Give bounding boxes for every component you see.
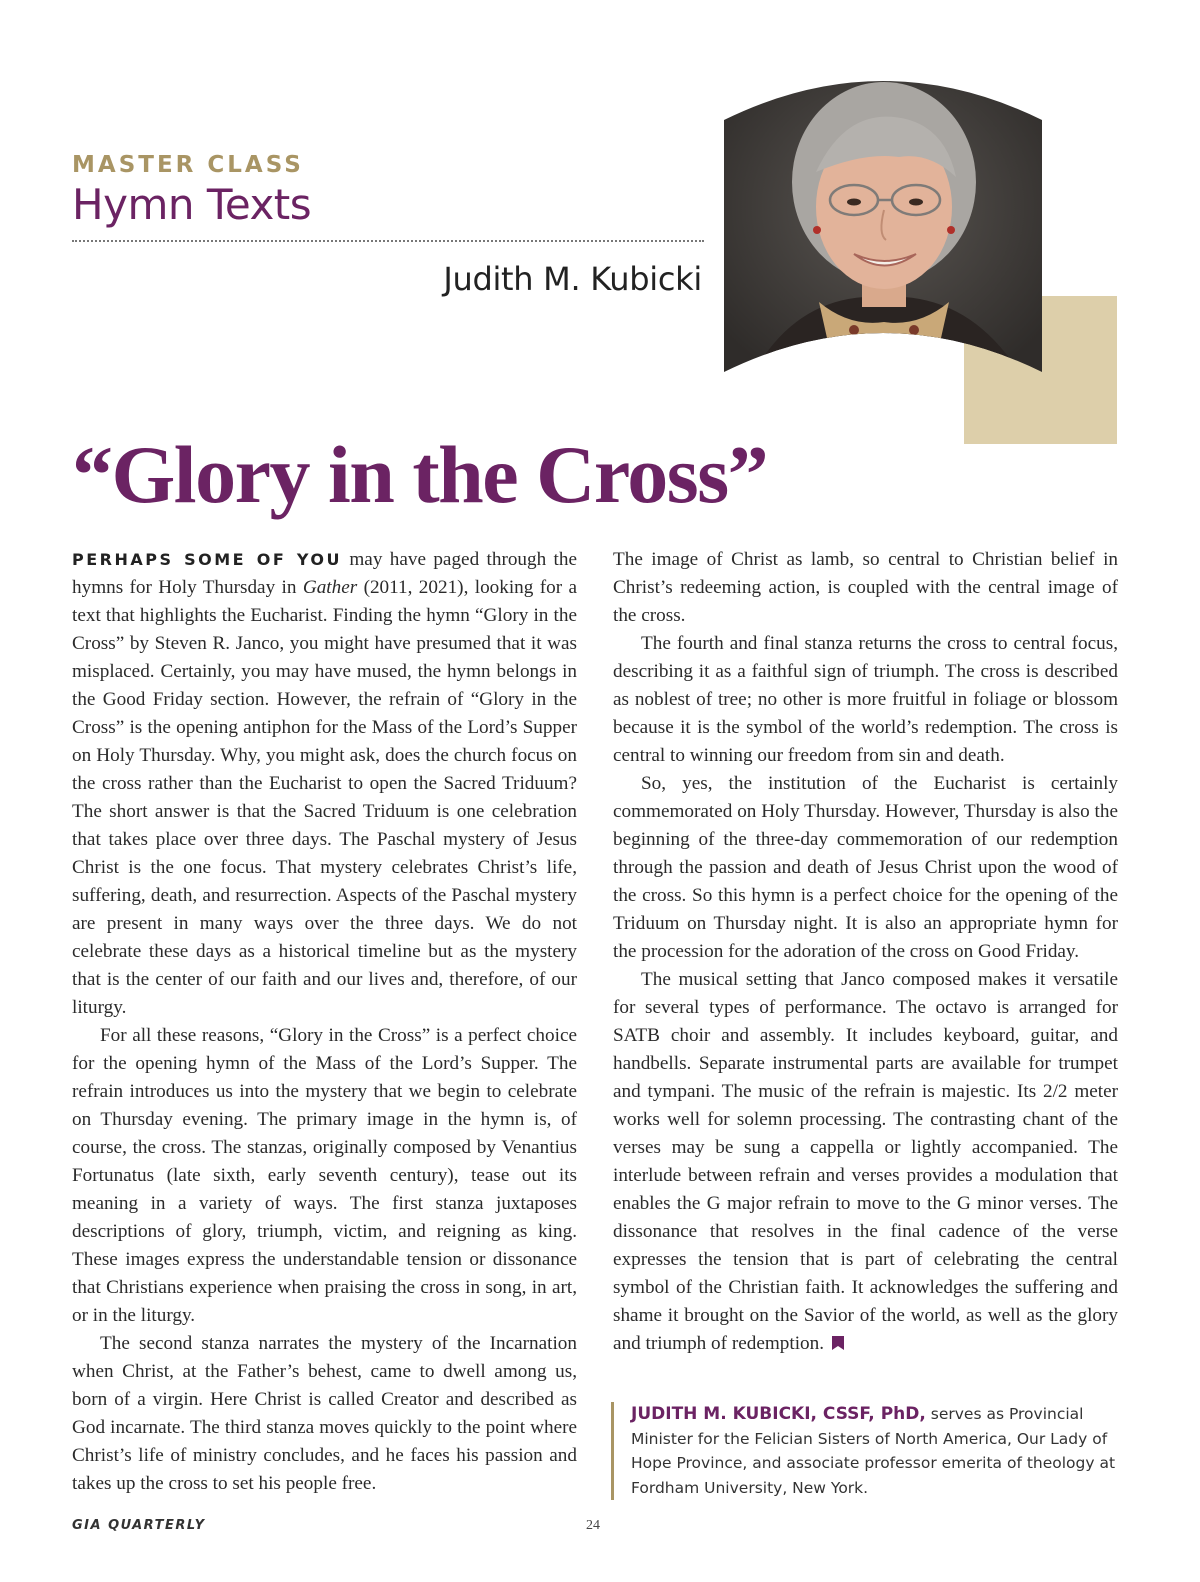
author-byline: Judith M. Kubicki (443, 260, 702, 298)
paragraph-1 (72, 546, 577, 1022)
dotted-divider (72, 240, 704, 242)
paragraph-7-text: The musical setting that Janco composed makes it versatile for several types of performance. The octavo is arranged for SATB choir and assembly. It includes keyboard, guitar, and handbells. Separate instrumental parts are available for trumpet and tympani. The music of the refrain is majestic. Its 2/2 meter works well for solemn processing. The contrasting chant of the verses may be sung a cappella or lightly accompanied. The interlude between refrain and verses provides a modulation that enables the G major refrain to move to the G minor verses. The dissonance that resolves in the final cadence of the verse expresses the tension that is part of celebrating the central symbol of the Christian faith. It acknowledges the suffering and shame it brought on the Savior of the world, as well as the glory and triumph of redemption. (613, 969, 1118, 1354)
footer-publication: GIA QUARTERLY (72, 1518, 206, 1533)
article-column-right (613, 546, 1118, 1358)
paragraph-6: So, yes, the institution of the Eucharist is certainly commemorated on Holy Thursday. However, Thursday is also the beginning of the three-day commemoration of our redemption through the passion and death of Jesus Christ upon the wood of the cross. So this hymn is a perfect choice for the opening of the Triduum on Thursday night. It is also an appropriate hymn for the procession for the adoration of the cross on Good Friday. (613, 773, 1118, 962)
article-title: “Glory in the Cross” (72, 429, 768, 520)
hymnal-title: Gather (302, 577, 358, 598)
bio-name: JUDITH M. KUBICKI, CSSF, PhD, (631, 1404, 926, 1424)
footer-page-number: 24 (586, 1518, 600, 1533)
author-bio (611, 1402, 1137, 1500)
paragraph-7 (613, 966, 1118, 1358)
section-title: Hymn Texts (72, 180, 312, 229)
author-photo (724, 72, 1042, 372)
end-bookmark-icon (832, 1336, 844, 1350)
paragraph-1-text-a: may have paged through the hymns for Holy Thursday in (72, 549, 578, 598)
paragraph-1-text-b: (2011, 2021), looking for a text that highlights the Eucharist. Finding the hymn “Glory in the Cross” by Steven R. Janco, you might have presumed that it was misplaced. Certainly, you may have mused, the hymn belongs in the Good Friday section. However, the refrain of “Glory in the Cross” is the opening antiphon for the Mass of the Lord’s Supper on Holy Thursday. Why, you might ask, does the church focus on the cross rather than the Eucharist to open the Sacred Triduum? The short answer is that the Sacred Triduum is one celebration that takes place over three days. The Paschal mystery of Jesus Christ is the one focus. That mystery celebrates Christ’s life, suffering, death, and resurrection. Aspects of the Paschal mystery are present in many ways over the three days. We do not celebrate these days as a historical timeline but as the mystery that is the center of our faith and our lives and, therefore, of our liturgy. (72, 577, 578, 1018)
paragraph-4: The image of Christ as lamb, so central to Christian belief in Christ’s redeeming action, is coupled with the central image of the cross. (613, 549, 1118, 626)
author-portrait-image (724, 72, 1042, 372)
paragraph-2: For all these reasons, “Glory in the Cross” is a perfect choice for the opening hymn of the Mass of the Lord’s Supper. The refrain introduces us into the mystery that we begin to celebrate on Thursday evening. The primary image in the hymn is, of course, the cross. The stanzas, originally composed by Venantius Fortunatus (late sixth, early seventh century), tease out its meaning in a variety of ways. The first stanza juxtaposes descriptions of glory, triumph, victim, and reigning as king. These images express the understandable tension or dissonance that Christians experience when praising the cross in song, in art, or in the liturgy. (72, 1025, 577, 1326)
lead-in: PERHAPS SOME OF YOU (72, 550, 343, 569)
article-column-left (72, 546, 577, 1498)
paragraph-5: The fourth and final stanza returns the cross to central focus, describing it as a faithful sign of triumph. The cross is described as noblest of tree; no other is more fruitful in foliage or blossom because it is the symbol of the world’s redemption. The cross is central to winning our freedom from sin and death. (613, 633, 1118, 766)
bio-text: serves as Provincial Minister for the Felician Sisters of North America, Our Lady of Hope Province, and associate professor emerita of theology at Fordham University, New York. (631, 1405, 1116, 1497)
section-kicker: MASTER CLASS (72, 152, 304, 178)
paragraph-3: The second stanza narrates the mystery of the Incarnation when Christ, at the Father’s behest, came to dwell among us, born of a virgin. Here Christ is called Creator and described as God incarnate. The third stanza moves quickly to the point where Christ’s life of ministry concludes, and he faces his passion and takes up the cross to set his people free. (72, 1333, 577, 1494)
